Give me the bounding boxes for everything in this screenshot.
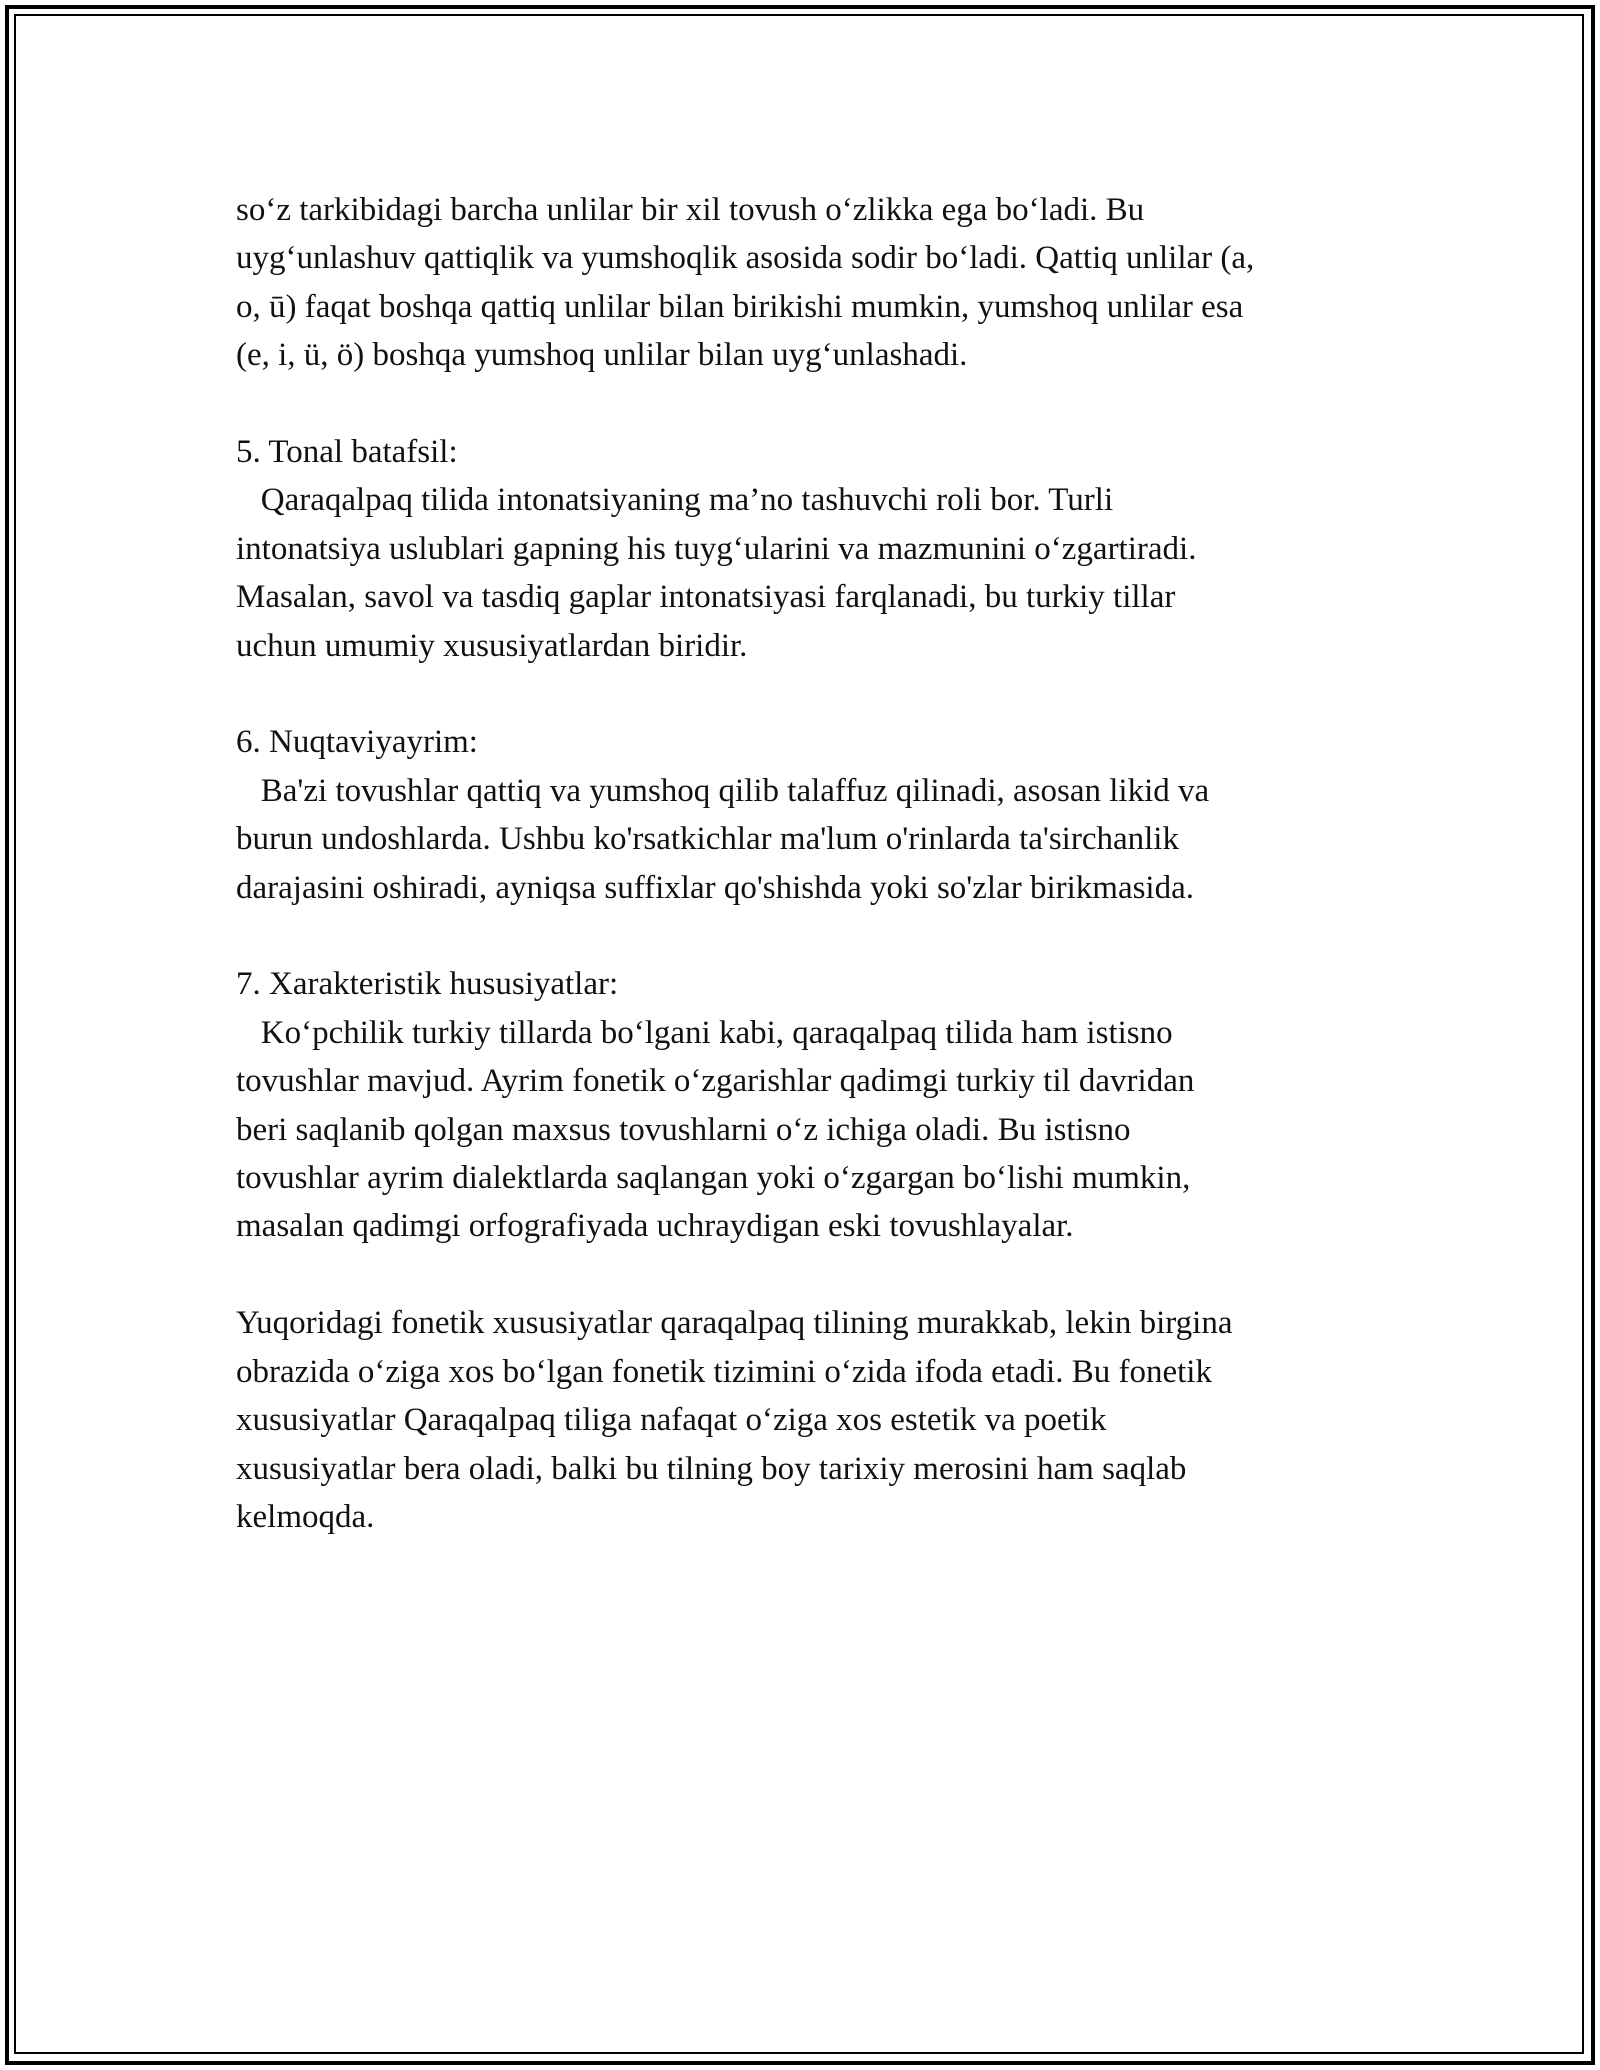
paragraph-gap xyxy=(236,380,1416,428)
section-nuqtaviyayrim xyxy=(236,718,1416,912)
section-tonal xyxy=(236,428,1416,670)
text-line: Masalan, savol va tasdiq gaplar intonatsiyasi farqlanadi, bu turkiy tillar xyxy=(236,579,1176,616)
text-line: intonatsiya uslublari gapning his tuyg‘ularini va mazmunini o‘zgartiradi. xyxy=(236,530,1197,567)
text-line: Ko‘pchilik turkiy tillarda bo‘lgani kabi, qaraqalpaq tilida ham istisno xyxy=(236,1014,1173,1051)
section-heading: 7. Xarakteristik hususiyatlar: xyxy=(236,966,619,1003)
section-xarakteristik xyxy=(236,960,1416,1250)
document-body xyxy=(236,186,1416,1541)
text-line: uyg‘unlashuv qattiqlik va yumshoqlik asosida sodir bo‘ladi. Qattiq unlilar (a, xyxy=(236,240,1255,277)
text-line: Ba'zi tovushlar qattiq va yumshoq qilib talaffuz qilinadi, asosan likid va xyxy=(236,772,1210,809)
section-heading: 6. Nuqtaviyayrim: xyxy=(236,724,478,761)
text-line: tovushlar ayrim dialektlarda saqlangan yoki o‘zgargan bo‘lishi mumkin, xyxy=(236,1160,1191,1197)
text-line: masalan qadimgi orfografiyada uchraydigan eski tovushlayalar. xyxy=(236,1208,1074,1245)
text-line: Yuqoridagi fonetik xususiyatlar qaraqalpaq tilining murakkab, lekin birgina xyxy=(236,1305,1233,1342)
text-line: xususiyatlar bera oladi, balki bu tilning boy tarixiy merosini ham saqlab xyxy=(236,1450,1187,1487)
text-line: darajasini oshiradi, ayniqsa suffixlar qo'shishda yoki so'zlar birikmasida. xyxy=(236,869,1194,906)
text-line: xususiyatlar Qaraqalpaq tiliga nafaqat o‘ziga xos estetik va poetik xyxy=(236,1402,1107,1439)
text-line: so‘z tarkibidagi barcha unlilar bir xil tovush o‘zlikka ega bo‘ladi. Bu xyxy=(236,192,1145,228)
paragraph-gap xyxy=(236,912,1416,960)
paragraph-gap xyxy=(236,1251,1416,1299)
conclusion-paragraph xyxy=(236,1299,1416,1541)
text-line: burun undoshlarda. Ushbu ko'rsatkichlar ma'lum o'rinlarda ta'sirchanlik xyxy=(236,821,1179,858)
text-line: (e, i, ü, ö) boshqa yumshoq unlilar bilan uyg‘unlashadi. xyxy=(236,337,968,374)
text-line: obrazida o‘ziga xos bo‘lgan fonetik tizimini o‘zida ifoda etadi. Bu fonetik xyxy=(236,1353,1212,1390)
section-heading: 5. Tonal batafsil: xyxy=(236,434,458,471)
text-line: tovushlar mavjud. Ayrim fonetik o‘zgarishlar qadimgi turkiy til davridan xyxy=(236,1063,1195,1100)
text-line: kelmoqda. xyxy=(236,1498,375,1535)
paragraph-gap xyxy=(236,670,1416,718)
text-line: o, ū) faqat boshqa qattiq unlilar bilan birikishi mumkin, yumshoq unlilar esa xyxy=(236,288,1244,325)
text-line: uchun umumiy xususiyatlardan biridir. xyxy=(236,627,748,664)
text-line: Qaraqalpaq tilida intonatsiyaning ma’no tashuvchi roli bor. Turli xyxy=(236,482,1114,519)
intro-paragraph xyxy=(236,186,1416,380)
text-line: beri saqlanib qolgan maxsus tovushlarni o‘z ichiga oladi. Bu istisno xyxy=(236,1111,1131,1148)
